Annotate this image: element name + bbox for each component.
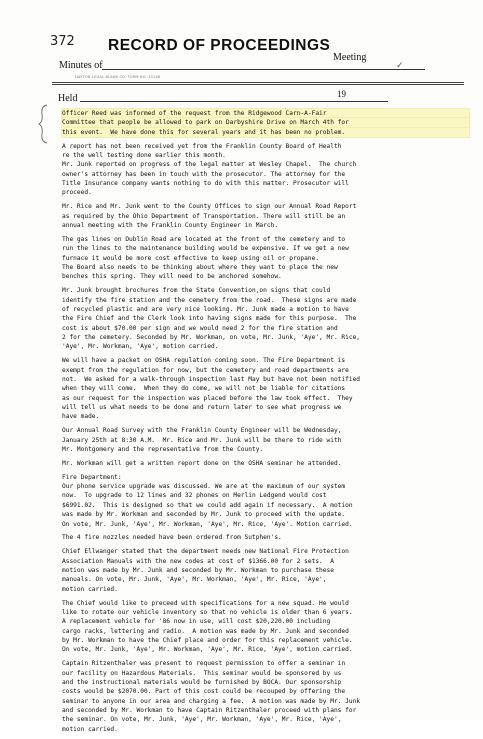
- margin-brace-mark: [38, 104, 48, 144]
- paragraph-line: owner's attorney has been in touch with the prosecutor. The attorney for the: [62, 170, 346, 178]
- paragraph-line: Officer Reed was informed of the request from the Ridgewood Carn-A-Fair: [62, 109, 469, 118]
- paragraph-line: will tell us what needs to be done and return later to see what progress we: [62, 403, 342, 411]
- minutes-body: [62, 109, 469, 739]
- paragraph-line: and the instructional materials would be furnished by BOCA. Our sponsorship: [62, 679, 342, 687]
- paragraph-line: was made by Mr. Workman and seconded by Mr. Junk to proceed with the update.: [62, 511, 346, 519]
- paragraph-line: as required by the Ohio Department of Transportation. There will still be an: [62, 212, 346, 220]
- paragraph-line: motion carried.: [62, 585, 118, 593]
- minutes-paragraph: [62, 599, 469, 655]
- paragraph-line: Captain Ritzenthaler was present to request permission to offer a seminar in: [62, 660, 346, 668]
- minutes-paragraph: [62, 533, 469, 542]
- paragraph-line: costs would be $2070.00. Part of this cost could be recouped by offering the: [62, 688, 346, 696]
- paragraph-line: furnace it would be more cost effective to keep using oil or propane.: [62, 254, 320, 262]
- paragraph-line: the Fire Chief and the Clerk look into having signs made for this purpose. The: [62, 315, 357, 323]
- paragraph-line: and seconded by Mr. Workman to have Captain Ritzenthaler proceed with plans for: [62, 707, 357, 715]
- header-rule-bottom: [52, 84, 464, 85]
- paragraph-line: Mr. Junk reported on progress of the legal matter at Wesley Chapel. The church: [62, 161, 357, 169]
- paragraph-line: $6991.02. This is designed so that we could add again if necessary. A motion: [62, 501, 353, 509]
- paragraph-line: like to rotate our vehicle inventory so that no vehicle is older than 6 years.: [62, 609, 353, 617]
- minutes-paragraph: [62, 547, 469, 594]
- paragraph-line: Mr. Montgomery and the representative from the County.: [62, 445, 264, 453]
- paragraph-line: manuals. On vote, Mr. Junk, 'Aye', Mr. Workman, 'Aye', Mr. Rice, 'Aye',: [62, 576, 327, 584]
- minutes-of-line: [102, 69, 425, 70]
- paragraph-line: January 25th at 8:30 A.M. Mr. Rice and Mr. Junk will be there to ride with: [62, 436, 342, 444]
- paragraph-line: cargo racks, lettering and radio. A motion was made by Mr. Junk and seconded: [62, 627, 349, 635]
- minutes-paragraph: [62, 426, 469, 454]
- paragraph-line: The Board also needs to be thinking about where they want to place the new: [62, 263, 338, 271]
- paragraph-line: 2 for the cemetery. Seconded by Mr. Workman, on vote, Mr. Junk, 'Aye', Mr. Rice,: [62, 333, 361, 341]
- paragraph-line: run the lines to the maintenance building would be expensive. If we get a new: [62, 245, 349, 253]
- paragraph-line: On vote, Mr. Junk, 'Aye', Mr. Workman, 'Aye', Mr. Rice, 'Aye'. Motion carried.: [62, 520, 353, 528]
- page-number: 372: [50, 34, 75, 49]
- paragraph-line: exempt from the regulation for now, but the cemetery and road departments are: [62, 366, 349, 374]
- paragraph-line: benches this spring. They will need to be anchored somehow.: [62, 273, 282, 281]
- paragraph-line: Mr. Junk brought brochures from the State Convention,on signs that could: [62, 287, 331, 295]
- minutes-paragraph: [62, 659, 469, 734]
- paragraph-line: Chief Ellwanger stated that the department needs new National Fire Protection: [62, 548, 349, 556]
- minutes-paragraph: [62, 459, 469, 468]
- paragraph-line: motion was made by Mr. Junk and seconded by Mr. Workman to purchase these: [62, 567, 334, 575]
- paragraph-line: Fire Department:: [62, 473, 122, 481]
- paragraph-line: Association Manuals with the new codes at cost of $1366.00 for 2 sets. A: [62, 557, 334, 565]
- paragraph-line: seminar to anyone in our area and charging a fee. A motion was made by Mr. Junk: [62, 697, 361, 705]
- header-rule-top: [52, 82, 464, 83]
- paragraph-line: The 4 fire nozzles needed have been ordered from Sutphen's.: [62, 534, 282, 542]
- paragraph-line: motion carried.: [62, 725, 118, 733]
- minutes-paragraph: [62, 286, 469, 351]
- paragraph-line: proceed.: [62, 189, 92, 197]
- paragraph-line: A replacement vehicle for '86 now in use, will cost $20,220.00 including: [62, 618, 331, 626]
- paragraph-line: Title Insurance company wants nothing to do with this matter. Prosecutor will: [62, 180, 349, 187]
- held-line: [80, 101, 388, 102]
- paragraph-line: of recycled plastic and are very nice looking. Mr. Junk made a motion to have: [62, 305, 349, 313]
- paragraph-line: Our Annual Road Survey with the Franklin County Engineer will be Wednesday,: [62, 427, 342, 435]
- minutes-of-label: Minutes of: [59, 60, 103, 71]
- paragraph-line: the seminar. On vote, Mr. Junk, 'Aye', Mr. Workman, 'Aye', Mr. Rice, 'Aye',: [62, 716, 342, 724]
- paragraph-line: The Chief would like to preceed with specifications for a new squad. He would: [62, 599, 349, 607]
- paragraph-line: Committee that people be allowed to park on Darbyshire Drive on March 4th for: [62, 118, 469, 127]
- paragraph-line: 'Aye', Mr. Workman, 'Aye', motion carried.: [62, 343, 219, 351]
- minutes-paragraph: [62, 235, 469, 282]
- paragraph-line: The gas lines on Dublin Road are located at the front of the cemetery and to: [62, 235, 346, 243]
- check-mark: ✓: [396, 60, 404, 70]
- paragraph-line: have made.: [62, 413, 100, 421]
- paragraph-line: now. To upgrade to 12 lines and 32 phones on Merlin Ledgend would cost: [62, 492, 327, 500]
- paragraph-line: Our phone service upgrade was discussed. We are at the maximum of our system: [62, 483, 346, 491]
- minutes-paragraph: [62, 356, 469, 421]
- paragraph-line: On vote, Mr. Junk, 'Aye', Mr. Workman, 'Aye', Mr. Rice, 'Aye', motion carried.: [62, 646, 353, 654]
- form-note: DAYTON LEGAL BLANK CO. FORM NO. 10148: [75, 75, 161, 79]
- paragraph-line: Mr. Workman will get a written report done on the OSHA seminar he attended.: [62, 459, 342, 467]
- paragraph-line: identify the fire station and the cemetery from the road. These signs are made: [62, 296, 357, 304]
- minutes-paragraph: [62, 109, 469, 137]
- paragraph-line: not. We asked for a walk-through inspection last May but have not been notified: [62, 375, 361, 383]
- year-label: 19: [337, 89, 346, 99]
- paragraph-line: cost is about $70.00 per sign and we would need 2 for the fire station and: [62, 324, 338, 332]
- minutes-paragraph: [62, 202, 469, 230]
- paragraph-line: when they will come. When they do come, we will not be liable for citations: [62, 385, 346, 393]
- paragraph-line: We will have a packet on OSHA regulation coming soon. The Fire Department is: [62, 357, 346, 365]
- paragraph-line: as our request for the inspection was placed before the law took effect. They: [62, 394, 353, 402]
- paragraph-line: Mr. Rice and Mr. Junk went to the County Offices to sign our Annual Road Report: [62, 203, 357, 211]
- page-title: RECORD OF PROCEEDINGS: [108, 37, 331, 54]
- paragraph-line: our facility on Hazardous Materials. This seminar would be sponsored by us: [62, 669, 342, 677]
- paragraph-line: A report has not been received yet from the Franklin County Board of Health: [62, 142, 342, 150]
- paragraph-line: re the well testing done earlier this month.: [62, 151, 226, 159]
- minutes-paragraph: [62, 473, 469, 529]
- meeting-label: Meeting: [333, 52, 367, 63]
- held-label: Held: [58, 93, 78, 104]
- paragraph-line: annual meeting with the Franklin County Engineer in March.: [62, 221, 279, 229]
- minutes-paragraph: [62, 142, 469, 198]
- paragraph-line: by Mr. Workman to have the Chief place and order for this replacement vehicle.: [62, 637, 353, 645]
- paragraph-line: this event. We have done this for several years and it has been no problem.: [62, 128, 469, 137]
